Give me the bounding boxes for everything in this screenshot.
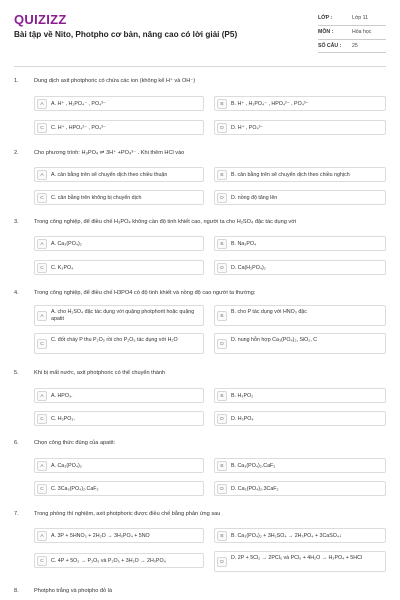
option-letter: C: [37, 193, 47, 203]
option-letter: A: [37, 531, 47, 541]
question-text: Trong công nghiệp, để điều chế H3PO4 có độ tinh khiết và nồng độ cao người ta thường:: [34, 290, 256, 296]
option-text: D. Ca(H₂PO₄)₂: [231, 265, 266, 272]
option-c[interactable]: [34, 260, 204, 275]
option-text: C. H₃PO₃.: [51, 416, 76, 423]
option-b[interactable]: [214, 388, 386, 403]
option-letter: B: [217, 239, 227, 249]
option-text: D. H⁺ , PO₄³⁻: [231, 125, 264, 132]
option-a[interactable]: [34, 167, 204, 182]
option-a[interactable]: [34, 388, 204, 403]
meta-value: 25: [352, 39, 386, 53]
option-b[interactable]: [214, 528, 386, 543]
option-text: B. H₃PO₂: [231, 393, 254, 400]
question-text: Dung dịch axit photphoric có chứa các ion (không kể H⁺ và OH⁻): [34, 78, 196, 84]
meta-value: Lớp 11: [352, 12, 386, 25]
meta-info-table: [318, 12, 386, 53]
option-letter: D: [217, 484, 227, 494]
option-letter: C: [37, 339, 47, 349]
option-c[interactable]: [34, 411, 204, 426]
option-a[interactable]: [34, 236, 204, 251]
option-letter: D: [217, 193, 227, 203]
option-text: A. H⁺ , H₂PO₄⁻ , PO₄³⁻: [51, 101, 106, 108]
option-text: B. cho P tác dụng với HNO₃ đặc: [231, 309, 307, 315]
meta-key: LỚP :: [318, 12, 352, 25]
option-c[interactable]: [34, 333, 204, 354]
option-text: A. HPO₃.: [51, 393, 73, 400]
option-c[interactable]: [34, 553, 204, 568]
quizizz-logo: QUIZIZZ: [14, 12, 67, 27]
option-text: C. đốt cháy P thu P₂O₅ rồi cho P₂O₅ tác dụng với H₂O: [51, 337, 178, 343]
option-text: D. nồng độ tăng lên: [231, 195, 278, 202]
option-text: A. 3P + 5HNO₃ + 2H₂O → 3H₃PO₄ + 5NO: [51, 533, 150, 540]
question-number: 1.: [14, 78, 19, 84]
question-number: 5.: [14, 370, 19, 376]
option-b[interactable]: [214, 96, 386, 111]
question-number: 2.: [14, 150, 19, 156]
option-text: A. Ca₃(PO₄)₂: [51, 241, 82, 248]
option-letter: A: [37, 391, 47, 401]
page-header: [0, 0, 400, 64]
option-text: B. Ca₃(PO₄)₂ + 3H₂SO₄ → 2H₃PO₄ + 3CaSO₄↓: [231, 533, 342, 540]
meta-value: Hóa học: [352, 25, 386, 39]
option-text: A. cho H₂SO₄ đặc tác dụng với quặng photphorit hoặc quặng apatit: [51, 309, 195, 322]
option-text: B. Na₃PO₄: [231, 241, 257, 248]
option-letter: B: [217, 461, 227, 471]
question-text: Chọn công thức đúng của apatit:: [34, 440, 116, 446]
meta-row-class: [318, 12, 386, 25]
option-b[interactable]: [214, 305, 386, 326]
option-d[interactable]: [214, 411, 386, 426]
option-letter: D: [217, 263, 227, 273]
question-text: Photpho trắng và photpho đỏ là: [34, 588, 113, 594]
option-text: C. H⁺ , HPO₄²⁻ , PO₄³⁻: [51, 125, 106, 132]
meta-key: MÔN :: [318, 25, 352, 39]
option-letter: B: [217, 391, 227, 401]
option-letter: B: [217, 311, 227, 321]
option-letter: C: [37, 123, 47, 133]
option-d[interactable]: [214, 481, 386, 496]
option-letter: C: [37, 556, 47, 566]
option-text: C. cân bằng trên không bị chuyển dịch: [51, 195, 142, 202]
option-text: C. 3Ca₃(PO₄)₂.CaF₂: [51, 486, 99, 493]
option-text: D. 2P + 5Cl₂ → 2PCl₅ và PCl₅ + 4H₂O → H₃PO₄ + 5HCl: [231, 555, 363, 561]
question-text: Cho phương trình: H₃PO₄ ⇌ 3H⁺ +PO₄³⁻ . Khi thêm HCl vào: [34, 150, 185, 156]
meta-key: SỐ CÂU :: [318, 39, 352, 53]
header-divider: [14, 66, 386, 67]
option-c[interactable]: [34, 481, 204, 496]
question-number: 6.: [14, 440, 19, 446]
option-a[interactable]: [34, 458, 204, 473]
option-text: D. Ca₃(PO₄)₂.3CaF₂: [231, 486, 279, 493]
option-a[interactable]: [34, 305, 204, 326]
option-letter: D: [217, 557, 227, 567]
option-letter: A: [37, 461, 47, 471]
option-c[interactable]: [34, 120, 204, 135]
option-b[interactable]: [214, 458, 386, 473]
option-d[interactable]: [214, 333, 386, 354]
option-letter: B: [217, 99, 227, 109]
option-letter: B: [217, 531, 227, 541]
option-letter: A: [37, 99, 47, 109]
option-text: B. cân bằng trên sẽ chuyển dịch theo chiều nghịch: [231, 172, 350, 179]
option-letter: A: [37, 170, 47, 180]
option-text: C. 4P + 5O₂ → P₂O₅ và P₂O₅ + 3H₂O → 2H₃PO₄: [51, 558, 166, 565]
option-text: D. nung hỗn hợp Ca₃(PO₄)₂, SiO₂, C: [231, 337, 318, 343]
option-text: D. H₃PO₄: [231, 416, 254, 423]
option-letter: D: [217, 414, 227, 424]
question-number: 4.: [14, 290, 19, 296]
page-title: Bài tập về Nito, Photpho cơ bản, nâng cao có lời giải (P5): [14, 30, 238, 39]
option-letter: C: [37, 484, 47, 494]
option-letter: A: [37, 239, 47, 249]
option-letter: A: [37, 311, 47, 321]
meta-row-count: [318, 39, 386, 53]
option-text: B. Ca₃(PO₄)₂.CaF₂: [231, 463, 276, 470]
question-number: 3.: [14, 219, 19, 225]
option-letter: C: [37, 414, 47, 424]
option-letter: B: [217, 170, 227, 180]
option-letter: D: [217, 123, 227, 133]
question-number: 7.: [14, 511, 19, 517]
option-a[interactable]: [34, 96, 204, 111]
option-letter: D: [217, 339, 227, 349]
question-number: 8.: [14, 588, 19, 594]
option-d[interactable]: [214, 190, 386, 205]
question-text: Trong phòng thí nghiệm, axit photphoric được điều chế bằng phản ứng sau: [34, 511, 221, 517]
question-text: Khi bị mất nước, axit photphoric có thể chuyển thành: [34, 370, 166, 376]
meta-row-subject: [318, 25, 386, 39]
option-text: A. cân bằng trên sẽ chuyển dịch theo chiều thuận: [51, 172, 168, 179]
option-text: C. K₃PO₄: [51, 265, 74, 272]
option-d[interactable]: [214, 260, 386, 275]
option-text: A. Ca₃(PO₄)₂: [51, 463, 82, 470]
option-letter: C: [37, 263, 47, 273]
option-b[interactable]: [214, 167, 386, 182]
option-text: B. H⁺ , H₂PO₄⁻ , HPO₄²⁻ , PO₄³⁻: [231, 101, 309, 108]
option-d[interactable]: [214, 120, 386, 135]
option-c[interactable]: [34, 190, 204, 205]
option-a[interactable]: [34, 528, 204, 543]
question-text: Trong công nghiệp, để điều chế H₃PO₄ không cần độ tinh khiết cao, người ta cho H₂SO₄ đặc tác dụng với: [34, 219, 297, 225]
option-b[interactable]: [214, 236, 386, 251]
option-d[interactable]: [214, 551, 386, 572]
